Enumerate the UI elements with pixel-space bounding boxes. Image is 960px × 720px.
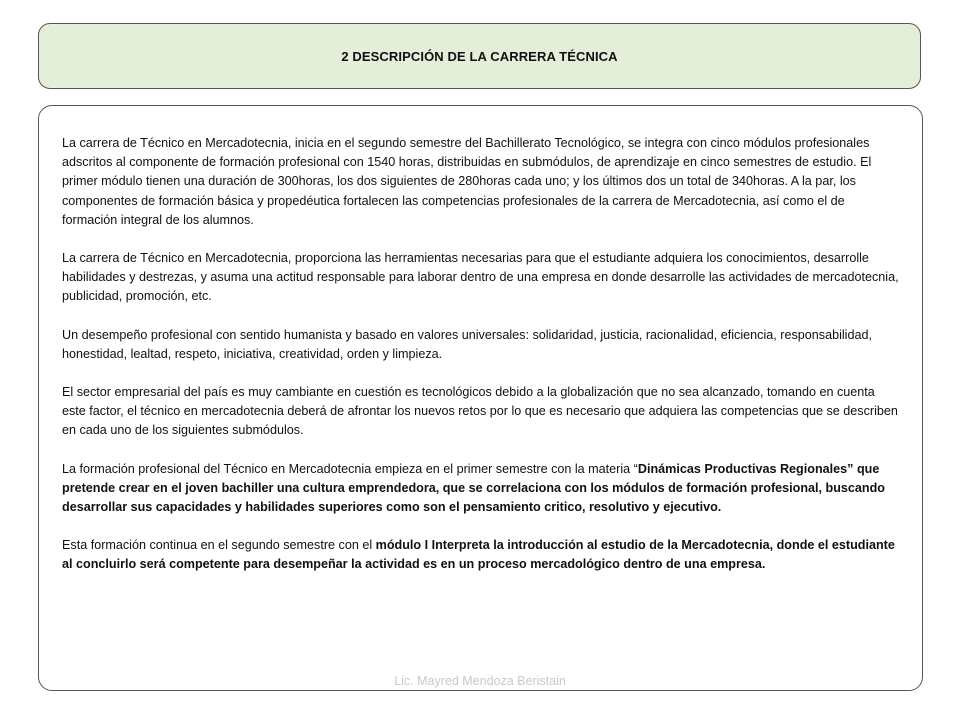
paragraph-1: La carrera de Técnico en Mercadotecnia, inicia en el segundo semestre del Bachillerato Tecnológico, se integra con cinco módulos profesionales adscritos al componente de formación profesional con 1540 horas, distribuidas en submódulos, de aprendizaje en cinco semestres de estudio. El primer módulo tienen una duración de 300horas, los dos siguientes de 280horas cada uno; y los últimos dos un total de 340horas. A la par, los componentes de formación básica y propedéutica fortalecen las competencias profesionales de la carrera de Mercadotecnia, así como el de formación integral de los alumnos. — [62, 136, 872, 227]
paragraph-3: Un desempeño profesional con sentido humanista y basado en valores universales: solidaridad, justicia, racionalidad, eficiencia, responsabilidad, honestidad, lealtad, respeto, iniciativa, creatividad, orden y limpieza. — [62, 327, 872, 361]
paragraph-6-text: Esta formación continua en el segundo semestre con el — [62, 538, 376, 553]
content-box — [38, 105, 923, 691]
content-text — [62, 134, 900, 594]
paragraph-5 — [62, 460, 900, 518]
paragraph-6-bold: módulo I Interpreta la introducción al estudio de la Mercadotecnia, donde el estudiante al concluirlo será competente para desempeñar la actividad es en un proceso mercadológico dentro de una empresa. — [62, 538, 895, 572]
footer-author: Lic. Mayred Mendoza Beristain — [394, 674, 566, 688]
paragraph-5-text: La formación profesional del Técnico en Mercadotecnia empieza en el primer semestre con la materia “ — [62, 461, 638, 476]
paragraph-4: El sector empresarial del país es muy cambiante en cuestión es tecnológicos debido a la globalización que no sea alcanzado, tomando en cuenta este factor, el técnico en mercadotecnia deberá de afrontar los nuevos retos por lo que es necesario que adquiera las competencias que se describen en cada uno de los siguientes submódulos. — [62, 385, 898, 438]
page-title: 2 DESCRIPCIÓN DE LA CARRERA TÉCNICA — [341, 48, 618, 64]
title-box — [38, 23, 921, 89]
paragraph-5-bold: Dinámicas Productivas Regionales” que pretende crear en el joven bachiller una cultura emprendedora, que se correlaciona con los módulos de formación profesional, buscando desarrollar sus capacidades y habilidades superiores como son el pensamiento critico, resolutivo y ejecutivo. — [62, 461, 886, 515]
paragraph-2: La carrera de Técnico en Mercadotecnia, proporciona las herramientas necesarias para que el estudiante adquiera los conocimientos, desarrolle habilidades y destrezas, y asuma una actitud responsable para laborar dentro de una empresa en donde desarrolle las actividades de mercadotecnia, publicidad, promoción, etc. — [62, 251, 899, 304]
paragraph-6 — [62, 536, 900, 574]
